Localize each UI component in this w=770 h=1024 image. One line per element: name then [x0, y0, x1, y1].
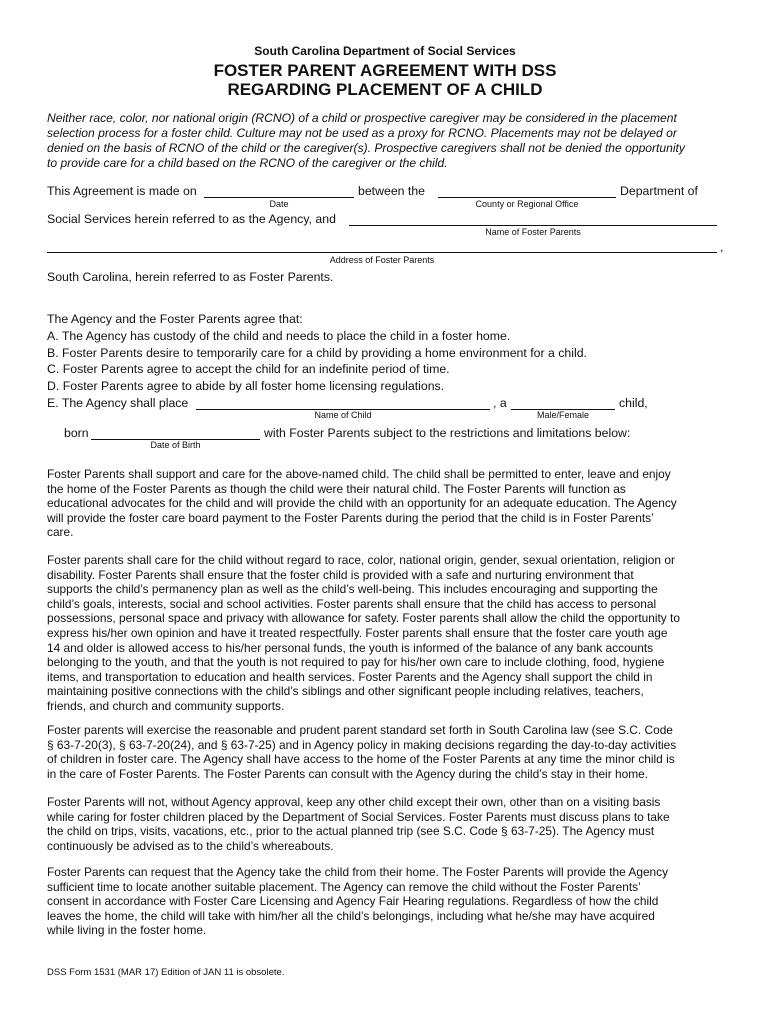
paragraph-line: sufficient time to locate another suitable placement. The Agency can remove the child without the Foster Parents’	[47, 879, 641, 894]
foster-parents-name-caption: Name of Foster Parents	[485, 227, 581, 237]
paragraph-support-care	[47, 467, 727, 540]
paragraph-line: child’s goals, interests, social and school activities. Foster parents shall ensure that the child has access to personal	[47, 596, 657, 611]
paragraph-non-discrimination	[47, 553, 727, 714]
paragraph-line: the home of the Foster Parents as though the child were their natural child. The Foster Parents will function as	[47, 481, 626, 496]
paragraph-line: friends, and church and community supports.	[47, 698, 285, 713]
paragraph-prudent-parent	[47, 723, 727, 781]
rcno-line: selection process for a foster child. Culture may not be used as a proxy for RCNO. Placements may not be delayed or	[47, 126, 677, 140]
county-caption: County or Regional Office	[475, 199, 579, 209]
paragraph-line: Foster parents shall care for the child without regard to race, color, national origin, gender, sexual orientation, religion or	[47, 553, 675, 567]
born-label: born	[64, 426, 89, 440]
paragraph-line: consent in accordance with Foster Care Licensing and Agency Fair Hearing regulations. Regardless of how the child	[47, 894, 659, 909]
date-field[interactable]	[204, 197, 354, 198]
form-title-line-1: FOSTER PARENT AGREEMENT WITH DSS	[213, 61, 557, 80]
paragraph-line: Foster Parents shall support and care for the above-named child. The child shall be permitted to enter, leave and enjoy	[47, 467, 671, 481]
address-comma: ,	[720, 240, 724, 254]
paragraph-line: while living in the foster home.	[47, 923, 207, 938]
rcno-line: to provide care for a child based on the RCNO of the caregiver or the child.	[47, 156, 448, 170]
form-title	[0, 61, 770, 99]
paragraph-agency-approval	[47, 795, 727, 853]
term-item-b: B. Foster Parents desire to temporarily care for a child by providing a home environment for a child.	[47, 346, 587, 360]
term-item-d: D. Foster Parents agree to abide by all foster home licensing regulations.	[47, 379, 445, 393]
term-item-e-label: E. The Agency shall place	[47, 396, 189, 410]
paragraph-line: will provide the foster care board payment to the Foster Parents during the period that the child is in Foster Parents’	[47, 510, 654, 525]
paragraph-line: items, and transportation to education and health services. Foster Parents and the Agency shall support the child in	[47, 669, 653, 684]
paragraph-line: possessions, personal space and privacy with allowance for safety. Foster parents shall allow the child the opportunity to	[47, 611, 680, 626]
county-office-field[interactable]	[438, 197, 616, 198]
paragraph-removal	[47, 865, 727, 938]
paragraph-line: while caring for foster children placed by the Department of Social Services. Foster Parents must discuss plans to take	[47, 809, 670, 824]
south-carolina-statement: South Carolina, herein referred to as Foster Parents.	[47, 270, 334, 284]
paragraph-line: educational advocates for the child and will provide the child with an opportunity for an adequate education. The Agency	[47, 496, 677, 511]
paragraph-line: of children in foster care. The Agency shall have access to the home of the Foster Parents at any time the minor child is	[47, 752, 675, 767]
form-id-footer: DSS Form 1531 (MAR 17) Edition of JAN 11 is obsolete.	[47, 967, 285, 978]
rcno-line: denied on the basis of RCNO of the child or the caregiver(s). Prospective caregivers shall not be denied the opportunity	[47, 141, 685, 155]
foster-parents-name-field[interactable]	[349, 225, 717, 226]
paragraph-line: in the care of Foster Parents. The Foster Parents can consult with the Agency during the child’s stay in their home.	[47, 766, 649, 781]
paragraph-line: maintaining positive connections with the child’s siblings and other significant people including relatives, teachers,	[47, 684, 644, 699]
social-services-label: Social Services herein referred to as the Agency, and	[47, 212, 336, 226]
paragraph-line: disability. Foster Parents shall ensure that the foster child is provided with a safe and nurturing environment that	[47, 567, 634, 582]
term-item-a: A. The Agency has custody of the child and needs to place the child in a foster home.	[47, 329, 511, 343]
comma-a-label: , a	[493, 396, 507, 410]
paragraph-line: 14 and older is allowed access to his/her personal funds, the youth is informed of the balance of any bank accounts	[47, 640, 654, 655]
paragraph-line: belonging to the youth, and that the youth is not required to pay for his/her own care to include clothing, food, hygiene	[47, 655, 665, 670]
agency-name: South Carolina Department of Social Services	[254, 44, 516, 58]
paragraph-line: the child on trips, visits, vacations, etc., prior to the actual planned trip (see S.C. Code § 63-7-25). The Agency must	[47, 824, 655, 839]
child-name-caption: Name of Child	[314, 410, 372, 420]
date-of-birth-caption: Date of Birth	[150, 440, 201, 450]
paragraph-line: Foster Parents will not, without Agency approval, keep any other child except their own, other than on a visiting basis	[47, 795, 661, 809]
paragraph-line: § 63-7-20(3), § 63-7-20(24), and § 63-7-25) and in Agency policy in making decisions regarding the day-to-day activities	[47, 737, 677, 752]
term-item-c: C. Foster Parents agree to accept the child for an indefinite period of time.	[47, 362, 450, 376]
department-of-label: Department of	[620, 184, 698, 198]
made-on-label: This Agreement is made on	[47, 184, 197, 198]
paragraph-line: continuously be advised as to the child’s whereabouts.	[47, 838, 334, 853]
paragraph-line: Foster parents will exercise the reasonable and prudent parent standard set forth in South Carolina law (see S.C. Code	[47, 723, 673, 737]
paragraph-line: express his/her own opinion and have it treated respectfully. Foster parents shall ensure that the foster care youth age	[47, 625, 668, 640]
rcno-notice	[47, 111, 727, 171]
terms-intro: The Agency and the Foster Parents agree that:	[47, 312, 303, 326]
child-label: child,	[619, 396, 648, 410]
paragraph-line: care.	[47, 525, 74, 540]
paragraph-line: supports the child’s permanency plan as well as the child’s well-being. This includes encouraging and supporting the	[47, 582, 658, 597]
paragraph-line: leaves the home, the child will take with him/her all the child’s belongings, including what he/she may have acquired	[47, 908, 655, 923]
between-label: between the	[358, 184, 426, 198]
form-title-line-2: REGARDING PLACEMENT OF A CHILD	[227, 80, 543, 99]
born-suffix-label: with Foster Parents subject to the restrictions and limitations below:	[264, 426, 631, 440]
date-caption: Date	[269, 199, 289, 209]
male-female-caption: Male/Female	[536, 410, 590, 420]
foster-parents-address-field[interactable]	[47, 252, 717, 253]
address-caption: Address of Foster Parents	[329, 255, 435, 265]
rcno-line: Neither race, color, nor national origin (RCNO) of a child or prospective caregiver may be considered in the placement	[47, 111, 677, 125]
paragraph-line: Foster Parents can request that the Agency take the child from their home. The Foster Parents will provide the Agency	[47, 865, 669, 879]
